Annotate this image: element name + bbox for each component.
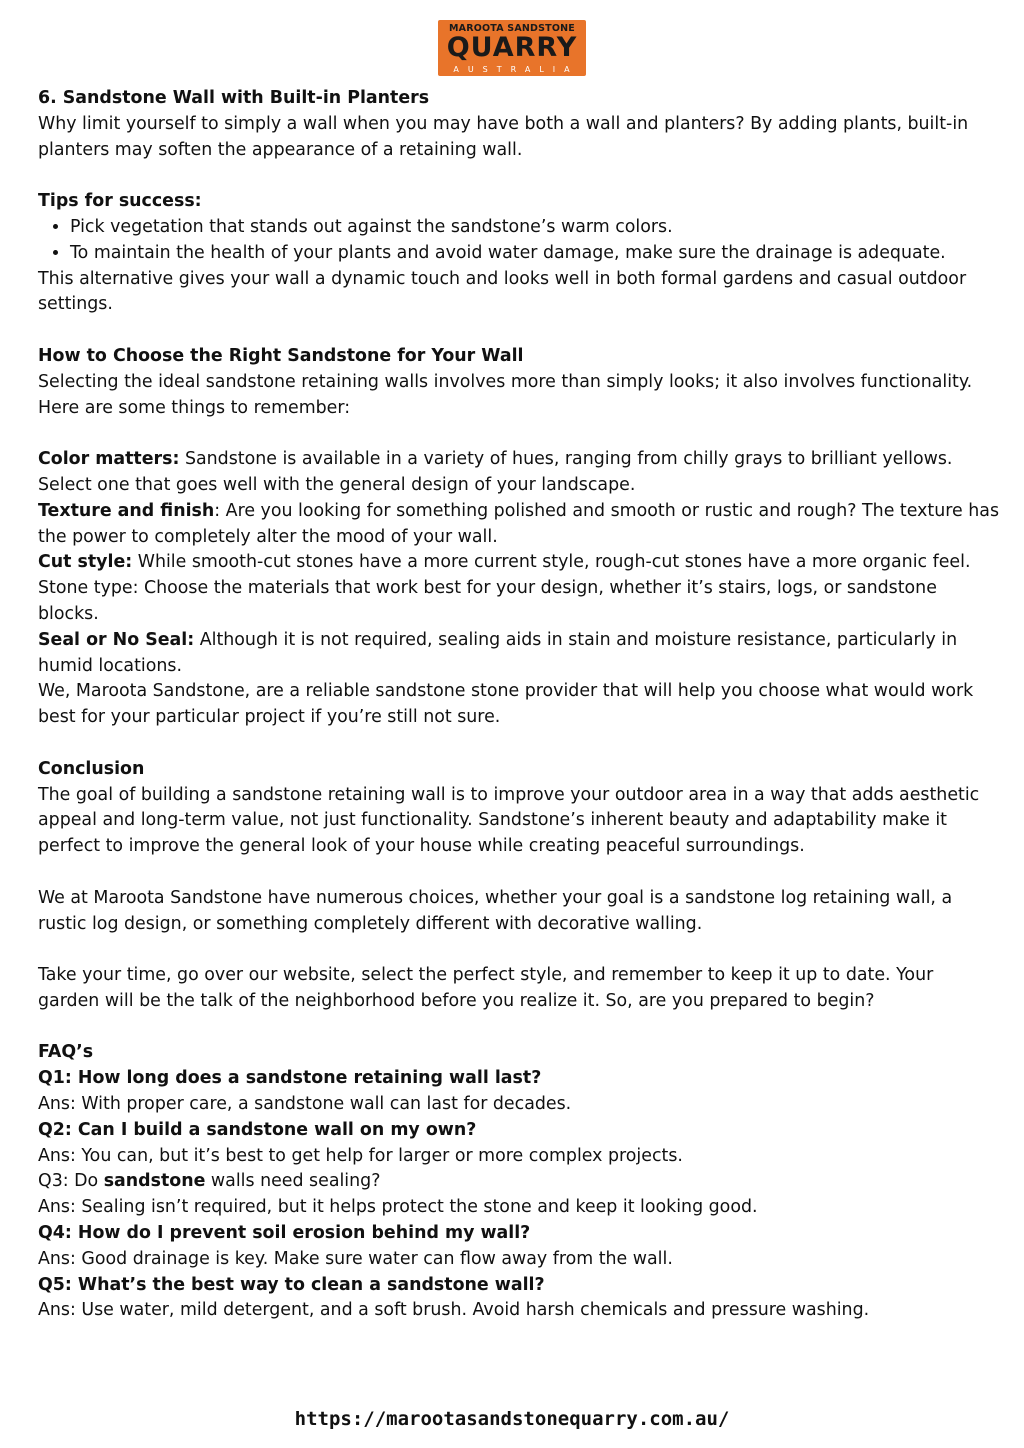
conclusion-paragraph-2: We at Maroota Sandstone have numerous choices, whether your goal is a sandstone log retaining wall, a rustic log design, or something completely different with decorative walling. [38,887,953,934]
logo-line-2: QUARRY [446,32,578,63]
choose-intro: Selecting the ideal sandstone retaining walls involves more than simply looks; it also involves functionality. Here are some things to remember: [38,371,973,418]
faq-question-1: Q1: How long does a sandstone retaining wall last? [38,1068,542,1089]
faq-q3-prefix: Q3: Do [38,1171,104,1192]
company-logo [438,20,586,76]
cut-text: While smooth-cut stones have a more current style, rough-cut stones have a more organic feel. [132,552,971,573]
cut-paragraph [38,550,1000,576]
section6-heading: 6. Sandstone Wall with Built-in Planters [38,88,430,108]
tips-list [38,215,1000,267]
faq-question-3 [38,1169,1000,1195]
seal-paragraph [38,628,1000,680]
faq-question-2: Q2: Can I build a sandstone wall on my own? [38,1119,477,1140]
website-url-link[interactable]: https://marootasandstonequarry.com.au/ [294,1408,730,1430]
logo-line-1: MAROOTA SANDSTONE [449,23,575,34]
seal-text: Although it is not required, sealing aids in stain and moisture resistance, particularly in humid locations. [38,629,958,676]
color-label: Color matters: [38,449,180,470]
faq-heading: FAQ’s [38,1042,94,1063]
texture-paragraph [38,499,1000,551]
section6-intro: Why limit yourself to simply a wall when you may have both a wall and planters? By adding plants, built-in planters may soften the appearance of a retaining wall. [38,113,969,160]
tip-item: • Pick vegetation that stands out against the sandstone’s warm colors. [70,215,1000,241]
color-text: Sandstone is available in a variety of hues, ranging from chilly grays to brilliant yellows. Select one that goes well with the general design of your landscape. [38,449,953,495]
cut-label: Cut style: [38,552,133,573]
conclusion-paragraph-1: The goal of building a sandstone retaining wall is to improve your outdoor area in a way that adds aesthetic appeal and long-term value, not just functionality. Sandstone’s inherent beauty and adaptability make it perfect to improve the general look of your house while creating peaceful surroundings. [38,784,980,857]
section6-outro: This alternative gives your wall a dynamic touch and looks well in both formal gardens and casual outdoor settings. [38,268,967,315]
faq-question-4: Q4: How do I prevent soil erosion behind my wall? [38,1223,531,1244]
faq-answer-5: Ans: Use water, mild detergent, and a soft brush. Avoid harsh chemicals and pressure washing. [38,1300,870,1321]
document-body [38,86,1000,1324]
stone-type-paragraph: Stone type: Choose the materials that work best for your design, whether it’s stairs, logs, or sandstone blocks. [38,578,937,624]
provider-paragraph: We, Maroota Sandstone, are a reliable sandstone stone provider that will help you choose what would work best for your particular project if you’re still not sure. [38,681,974,728]
faq-q3-bold: sandstone [103,1171,206,1192]
faq-question-5: Q5: What’s the best way to clean a sandstone wall? [38,1274,545,1295]
color-paragraph [38,447,1000,499]
faq-answer-1: Ans: With proper care, a sandstone wall can last for decades. [38,1094,572,1115]
texture-label: Texture and finish [38,500,215,521]
faq-q3-suffix: walls need sealing? [205,1171,381,1192]
faq-answer-2: Ans: You can, but it’s best to get help for larger or more complex projects. [38,1145,683,1166]
choose-heading: How to Choose the Right Sandstone for Your Wall [38,345,524,366]
texture-text: : Are you looking for something polished and smooth or rustic and rough? The texture has the power to completely alter the mood of your wall. [38,500,1000,547]
logo-line-3: AUSTRALIA [453,65,579,74]
faq-answer-4: Ans: Good drainage is key. Make sure water can flow away from the wall. [38,1248,673,1269]
conclusion-paragraph-3: Take your time, go over our website, select the perfect style, and remember to keep it up to date. Your garden will be the talk of the neighborhood before you realize it. So, are you prepared to begin? [38,965,934,1011]
conclusion-heading: Conclusion [38,758,145,779]
tip-item: • To maintain the health of your plants and avoid water damage, make sure the drainage is adequate. [70,241,1000,267]
seal-label: Seal or No Seal: [38,629,195,650]
faq-answer-3: Ans: Sealing isn’t required, but it helps protect the stone and keep it looking good. [38,1197,758,1218]
tips-heading: Tips for success: [38,191,202,212]
